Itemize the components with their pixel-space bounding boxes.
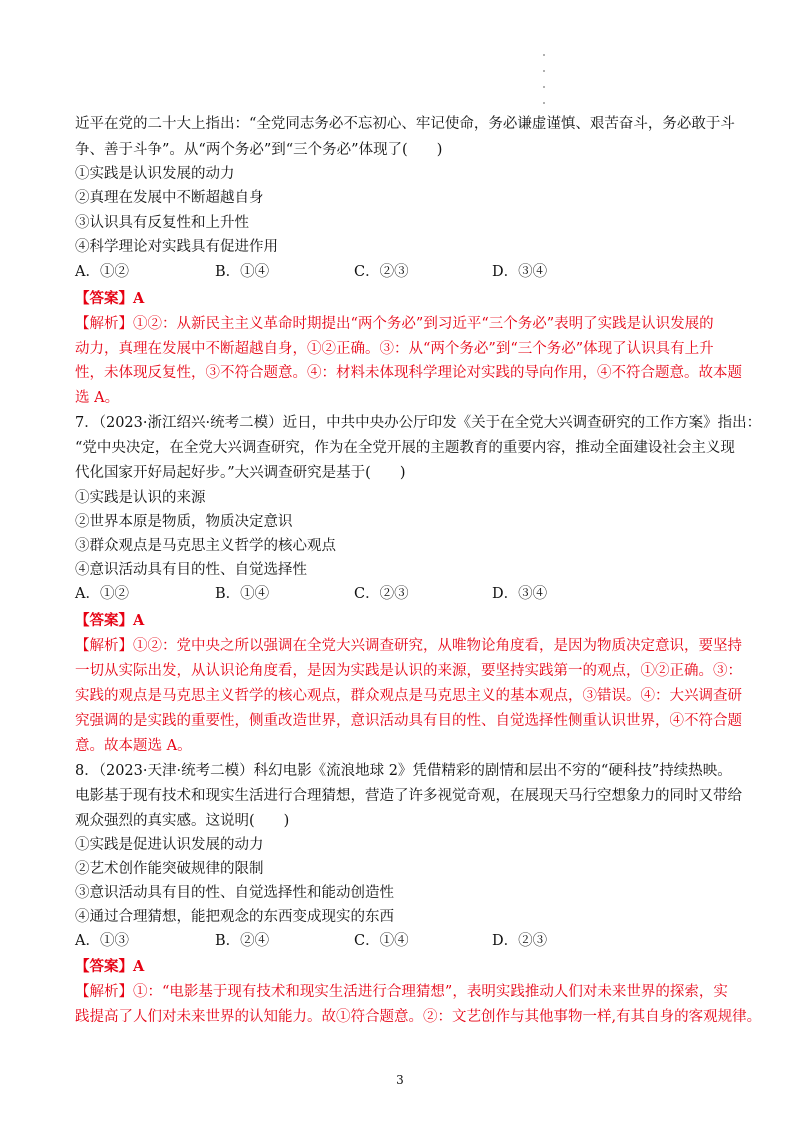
q8-answer: 【答案】A [75,958,145,975]
q7-stem-line: 代化国家开好局起好步。”大兴调查研究是基于( ) [75,465,406,481]
dot-mark [543,102,545,104]
q6-item: ②真理在发展中不断超越自身 [75,190,264,206]
q6-options [75,260,715,284]
q7-stem-line: “党中央决定，在全党大兴调查研究，作为在全党开展的主题教育的重要内容，推动全面建设社会主义现 [75,440,735,456]
option-d: D．②③ [492,933,548,949]
q8-item: ③意识活动具有目的性、自觉选择性和能动创造性 [75,885,394,901]
q6-item: ①实践是认识发展的动力 [75,166,235,182]
option-a: A．①② [75,264,129,280]
q8-stem-line: 电影基于现有技术和现实生活进行合理猜想，营造了许多视觉奇观，在展现天马行空想象力的同时又带给 [75,788,742,804]
page-number: 3 [396,1073,404,1087]
q7-options [75,582,715,606]
q6-analysis-line: 【解析】①②：从新民主主义革命时期提出“两个务必”到习近平“三个务必”表明了实践是认识发展的 [75,316,714,332]
q6-item: ④科学理论对实践具有促进作用 [75,239,278,255]
margin-dots [541,54,547,118]
q7-item: ③群众观点是马克思主义哲学的核心观点 [75,538,336,554]
q6-analysis-line: 动力，真理在发展中不断超越自身，①②正确。③：从“两个务必”到“三个务必”体现了认识具有上升 [75,341,714,357]
q8-item: ②艺术创作能突破规律的限制 [75,861,264,877]
option-b: B．①④ [215,264,270,280]
q7-analysis-line: 一切从实际出发，从认识论角度看，是因为实践是认识的来源，要坚持实践第一的观点，①②正确。③： [75,663,742,679]
q7-analysis-line: 意。故本题选 A。 [75,738,192,754]
option-c: C．②③ [354,586,409,602]
q7-item: ②世界本原是物质，物质决定意识 [75,514,293,530]
option-b: B．②④ [215,933,270,949]
q8-stem-line: 观众强烈的真实感。这说明( ) [75,813,290,829]
q7-analysis-line: 实践的观点是马克思主义哲学的核心观点，群众观点是马克思主义的基本观点，③错误。④：大兴调查研 [75,688,742,704]
option-d: D．③④ [492,586,548,602]
q6-analysis-line: 选 A。 [75,390,120,406]
option-c: C．①④ [354,933,409,949]
q7-analysis-line: 究强调的是实践的重要性，侧重改造世界，意识活动具有目的性、自觉选择性侧重认识世界，④不符合题 [75,713,742,729]
option-d: D．③④ [492,264,548,280]
q8-item: ④通过合理猜想，能把观念的东西变成现实的东西 [75,909,394,925]
q6-stem-line: 争、善于斗争”。从“两个务必”到“三个务必”体现了( ) [75,142,443,158]
q8-item: ①实践是促进认识发展的动力 [75,837,264,853]
q7-stem-line: 7．（2023·浙江绍兴·统考二模）近日，中共中央办公厅印发《关于在全党大兴调查研究的工作方案》指出： [75,415,762,431]
q6-item: ③认识具有反复性和上升性 [75,215,249,231]
dot-mark [543,54,545,56]
q8-analysis-line: 践提高了人们对未来世界的认知能力。故①符合题意。②：文艺创作与其他事物一样,有其自身的客观规律。 [75,1009,762,1025]
dot-mark [543,70,545,72]
q7-answer: 【答案】A [75,612,145,629]
option-b: B．①④ [215,586,270,602]
q8-options [75,929,715,953]
q6-stem-line: 近平在党的二十大上指出：“全党同志务必不忘初心、牢记使命，务必谦虚谨慎、艰苦奋斗，务必敢于斗 [75,116,735,132]
q6-answer: 【答案】A [75,290,145,307]
q7-analysis-line: 【解析】①②：党中央之所以强调在全党大兴调查研究，从唯物论角度看，是因为物质决定意识，要坚持 [75,638,742,654]
dot-mark [543,86,545,88]
option-a: A．①② [75,586,129,602]
q7-item: ④意识活动具有目的性、自觉选择性 [75,562,307,578]
q6-analysis-line: 性，未体现反复性，③不符合题意。④：材料未体现科学理论对实践的导向作用，④不符合题意。故本题 [75,365,742,381]
q8-stem-line: 8．（2023·天津·统考二模）科幻电影《流浪地球 2》凭借精彩的剧情和层出不穷的“硬科技”持续热映。 [75,763,732,779]
option-c: C．②③ [354,264,409,280]
q8-analysis-line: 【解析】①：“电影基于现有技术和现实生活进行合理猜想”，表明实践推动人们对未来世界的探索，实 [75,984,728,1000]
q7-item: ①实践是认识的来源 [75,490,206,506]
option-a: A．①③ [75,933,129,949]
